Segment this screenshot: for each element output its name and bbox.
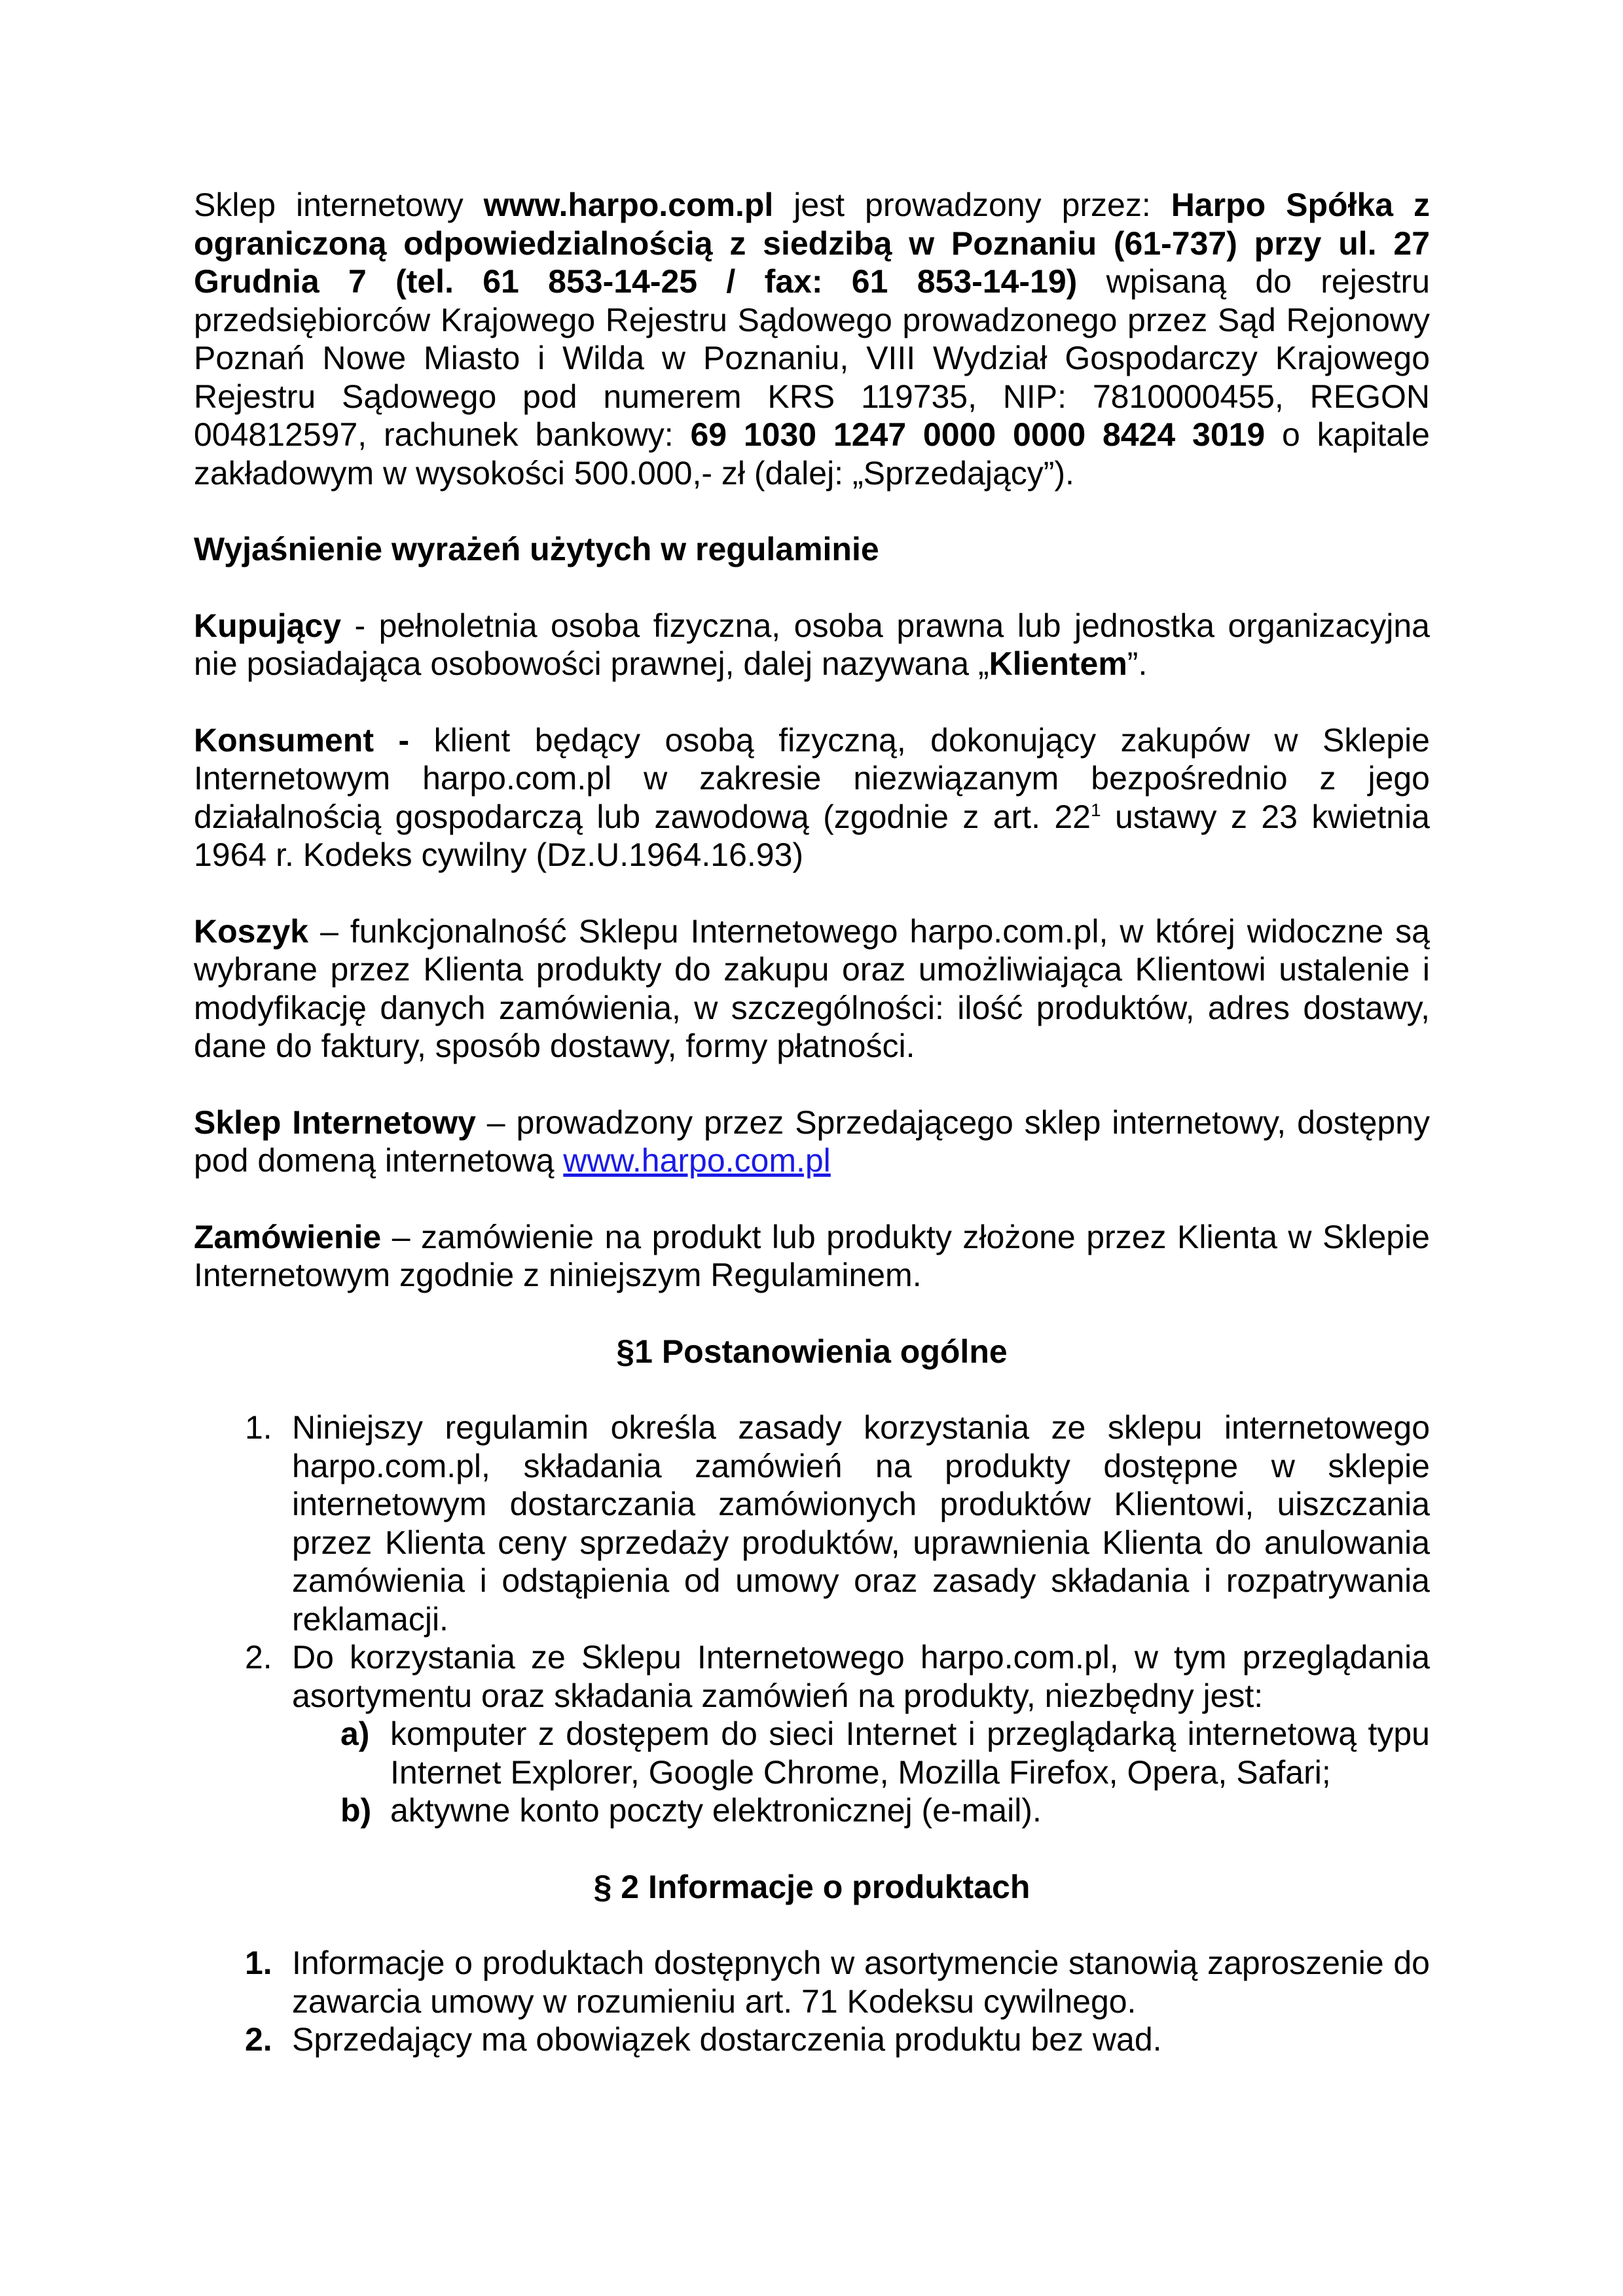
list-item-text: Niniejszy regulamin określa zasady korzystania ze sklepu internetowego harpo.com.pl, składania zamówień na produkty dostępne w sklepie internetowym dostarczania zamówionych produktów Klientowi, uiszczania przez Klienta ceny sprzedaży produktów, uprawnienia Klienta do anulowania zamówienia i odstąpienia od umowy oraz zasady składania i rozpatrywania reklamacji.: [292, 1409, 1430, 1638]
list-number: 1.: [245, 1409, 272, 1446]
section2-list: [194, 1944, 1430, 2059]
section1-heading: §1 Postanowienia ogólne: [616, 1333, 1008, 1370]
company-details: Harpo Spółka z ograniczoną odpowiedzialnością z siedzibą w Poznaniu (61-737) przy ul. 27 Grudnia 7 (tel. 61 853-14-25 / fax: 61 853-14-19): [194, 187, 1431, 300]
shop-domain: www.harpo.com.pl: [483, 187, 774, 223]
list-letter: a): [340, 1715, 370, 1752]
definition-koszyk: [194, 912, 1430, 1066]
definition-zamowienie: [194, 1218, 1430, 1295]
intro-text: jest prowadzony przez:: [773, 187, 1171, 223]
definition-term: Zamówienie: [194, 1218, 382, 1255]
definition-text: klient będący osobą fizyczną, dokonujący zakupów w Sklepie Internetowym harpo.com.pl w zakresie niezwiązanym bezpośrednio z jego działalnością gospodarczą lub zawodową (zgodnie z art. 22: [194, 721, 1430, 835]
definition-text: – zamówienie na produkt lub produkty złożone przez Klienta w Sklepie Internetowym zgodnie z niniejszym Regulaminem.: [194, 1218, 1430, 1293]
definition-text: – funkcjonalność Sklepu Internetowego harpo.com.pl, w której widoczne są wybrane przez Klienta produkty do zakupu oraz umożliwiająca Klientowi ustalenie i modyfikację danych zamówienia, w szczególności: ilość produktów, adres dostawy, dane do faktury, sposób dostawy, formy płatności.: [194, 912, 1430, 1064]
definition-term: Koszyk: [194, 912, 309, 950]
definitions-heading: Wyjaśnienie wyrażeń użytych w regulaminie: [194, 531, 879, 567]
section2-heading: § 2 Informacje o produktach: [593, 1868, 1030, 1905]
intro-text: o kapitale zakładowym w wysokości 500.000,- zł (dalej: „Sprzedający”).: [194, 416, 1430, 492]
shop-link[interactable]: www.harpo.com.pl: [563, 1142, 831, 1179]
bank-account: 69 1030 1247 0000 0000 8424 3019: [690, 416, 1266, 453]
superscript: 1: [1090, 799, 1101, 820]
sublist-item: [292, 1791, 1430, 1830]
definition-kupujacy: [194, 607, 1430, 683]
intro-text: Sklep internetowy: [194, 187, 484, 223]
list-number: 2.: [245, 1639, 272, 1676]
list-item-text: Do korzystania ze Sklepu Internetowego harpo.com.pl, w tym przeglądania asortymentu oraz składania zamówień na produkty, niezbędny jest:: [292, 1639, 1430, 1714]
section1-sublist: [292, 1715, 1430, 1830]
list-letter: b): [340, 1792, 372, 1829]
definition-konsument: [194, 721, 1430, 874]
sublist-item: [292, 1715, 1430, 1791]
definition-text: ”.: [1127, 645, 1148, 682]
list-item: [194, 2020, 1430, 2059]
list-item: [194, 1638, 1430, 1830]
list-item: [194, 1944, 1430, 2020]
definition-emphasis: Klientem: [989, 645, 1127, 682]
intro-paragraph: [194, 186, 1430, 492]
sublist-item-text: aktywne konto poczty elektronicznej (e-mail).: [390, 1792, 1042, 1829]
list-number: 1.: [245, 1945, 272, 1981]
document-body: [194, 186, 1430, 2097]
definition-text: - pełnoletnia osoba fizyczna, osoba prawna lub jednostka organizacyjna nie posiadająca osobowości prawnej, dalej nazywana „: [194, 607, 1430, 682]
list-number: 2.: [245, 2021, 272, 2058]
list-item: [194, 1408, 1430, 1638]
section1-list: [194, 1408, 1430, 1830]
definition-sklep: [194, 1103, 1430, 1180]
definition-term: Kupujący: [194, 607, 342, 644]
definition-text: – prowadzony przez Sprzedającego sklep internetowy, dostępny pod domeną internetową: [194, 1103, 1430, 1179]
definition-term: Konsument -: [194, 721, 410, 759]
list-item-text: Sprzedający ma obowiązek dostarczenia produktu bez wad.: [292, 2021, 1162, 2058]
intro-text: wpisaną do rejestru przedsiębiorców Krajowego Rejestru Sądowego prowadzonego przez Sąd Rejonowy Poznań Nowe Miasto i Wilda w Poznaniu, VIII Wydział Gospodarczy Krajowego Rejestru Sądowego pod numerem KRS 119735, NIP: 7810000455, REGON 004812597, rachunek bankowy:: [194, 263, 1430, 453]
definition-text: ustawy z 23 kwietnia 1964 r. Kodeks cywilny (Dz.U.1964.16.93): [194, 798, 1430, 873]
list-item-text: Informacje o produktach dostępnych w asortymencie stanowią zaproszenie do zawarcia umowy w rozumieniu art. 71 Kodeksu cywilnego.: [292, 1945, 1430, 2020]
definition-term: Sklep Internetowy: [194, 1103, 476, 1141]
sublist-item-text: komputer z dostępem do sieci Internet i przeglądarką internetową typu Internet Explorer, Google Chrome, Mozilla Firefox, Opera, Safari;: [390, 1715, 1430, 1791]
